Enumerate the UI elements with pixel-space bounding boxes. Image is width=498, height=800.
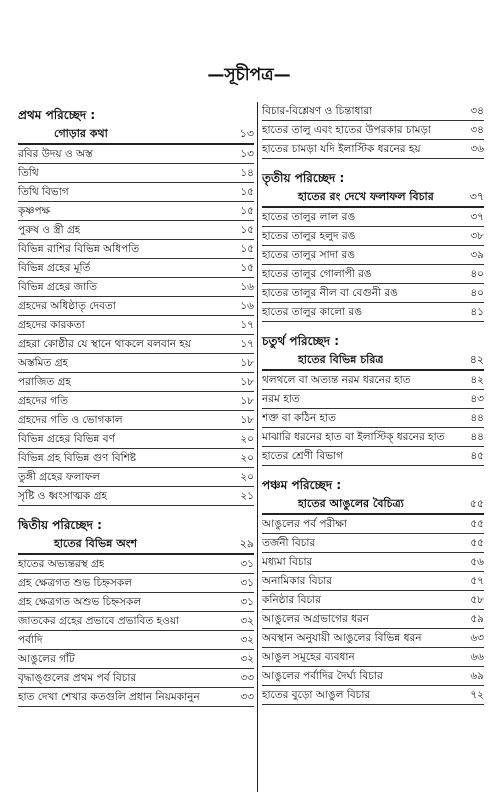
toc-row (18, 468, 254, 487)
toc-page-number: ৩১ (240, 558, 254, 570)
toc-entry-title: বৃদ্ধাঙ্গুলের প্রথম পর্ব বিচার (18, 672, 137, 684)
toc-row (18, 631, 254, 650)
toc-page-number: ৬৩ (470, 632, 484, 644)
toc-entry-title: হাতের তালুর লাল রঙ (262, 211, 356, 223)
toc-row (18, 145, 254, 164)
toc-entry-title: কৃষ্ণপক্ষ (18, 205, 51, 217)
toc-entry-title: হাতের তালুর হলুদ রঙ (262, 230, 356, 242)
toc-row (18, 392, 254, 411)
chapter-list (262, 102, 484, 159)
toc-entry-title: গোড়ার কথা (54, 127, 108, 140)
toc-entry-title: অবস্থান অনুযায়ী আঙুলের বিভিন্ন ধরন (262, 632, 422, 644)
toc-page-number: ৪৪ (470, 412, 484, 424)
toc-entry-title: হাতের বিভিন্ন চরিত্র (298, 353, 384, 366)
toc-entry-title: শক্ত বা কঠিন হাত (262, 412, 336, 424)
toc-row (262, 409, 484, 428)
page-title: —সূচীপত্র— (207, 65, 291, 85)
toc-row (18, 278, 254, 297)
chapter-list (18, 534, 254, 707)
toc-row (262, 648, 484, 667)
toc-entry-title: হাতের বিভিন্ন অংশ (54, 537, 138, 550)
toc-entry-title: হাতের তালুর কালো রঙ (262, 306, 362, 318)
toc-row (262, 102, 484, 121)
toc-subheading-row (262, 494, 484, 515)
toc-page-number: ৩৮ (470, 230, 484, 242)
toc-page-number: ৫৫ (469, 497, 484, 510)
toc-row (262, 246, 484, 265)
toc-page-number: ৩২ (240, 653, 254, 665)
chapter-heading: চতুর্থ পরিচ্ছেদ : (262, 334, 340, 348)
toc-entry-title: হাতের তালুর গোলাপী রঙ (262, 268, 372, 280)
toc-page-number: ৩৯ (470, 249, 484, 261)
toc-page-number: ২০ (240, 452, 254, 464)
toc-entry-title: তুঙ্গী গ্রহের ফলাফল (18, 471, 100, 483)
chapter-list (262, 494, 484, 705)
toc-row (18, 221, 254, 240)
toc-entry-title: হাতের তালুর সাদা রঙ (262, 249, 355, 261)
toc-entry-title: হাতের রং দেখে ফলাফল বিচার (298, 190, 434, 203)
toc-page-number: ৬৯ (470, 670, 484, 682)
toc-entry-title: মধ্যমা বিচার (262, 556, 313, 568)
toc-entry-title: বিচার-বিশ্লেষণ ও চিন্তাধারা (262, 105, 373, 117)
toc-entry-title: গ্রহরা কোষ্ঠীর যে স্থানে থাকলে বলবান হয় (18, 338, 192, 350)
toc-page-number: ২৯ (239, 537, 254, 550)
toc-row (262, 629, 484, 648)
toc-subheading-row (262, 350, 484, 371)
toc-entry-title: জাতকের গ্রহের প্রভাবে প্রভাবিত হওয়া (18, 615, 180, 627)
toc-entry-title: তিথি বিভাগ (18, 186, 69, 198)
toc-row (18, 669, 254, 688)
toc-entry-title: আঙুলের পর্বাদির দৈর্ঘ্য বিচার (262, 670, 383, 682)
toc-row (18, 202, 254, 221)
chapter-list (262, 187, 484, 322)
toc-entry-title: হাতের চামড়া যদি ইলাস্টিক ধরনের হয় (262, 143, 421, 155)
toc-row (18, 688, 254, 707)
toc-row (18, 555, 254, 574)
toc-page-number: ৩৬ (470, 143, 484, 155)
toc-row (262, 591, 484, 610)
toc-row (18, 297, 254, 316)
toc-row (262, 428, 484, 447)
toc-row (18, 411, 254, 430)
toc-row (18, 316, 254, 335)
toc-entry-title: হাতের শ্রেণী বিভাগ (262, 450, 343, 462)
toc-page-number: ৪৪ (470, 431, 484, 443)
toc-page-number: ১৫ (240, 224, 254, 236)
toc-page-number: ১৩ (239, 127, 254, 140)
toc-entry-title: হাতের অভ্যন্তরস্থ গ্রহ (18, 558, 105, 570)
toc-entry-title: রবির উদয় ও অস্ত (18, 148, 93, 160)
toc-page-number: ৩৩ (240, 672, 254, 684)
toc-row (262, 572, 484, 591)
chapter-heading: প্রথম পরিচ্ছেদ : (18, 108, 96, 122)
toc-page-number: ৩৭ (469, 190, 484, 203)
toc-page-number: ১৭ (240, 338, 254, 350)
toc-page-number: ৩৭ (470, 211, 484, 223)
chapter-heading: তৃতীয় পরিচ্ছেদ : (262, 171, 345, 185)
toc-row (262, 553, 484, 572)
toc-row (262, 265, 484, 284)
toc-page-number: ৪২ (469, 353, 484, 366)
toc-row (262, 610, 484, 629)
toc-row (262, 515, 484, 534)
toc-entry-title: হাত দেখা শেখার কতগুলি প্রধান নিয়মকানুন (18, 691, 200, 703)
toc-row (18, 574, 254, 593)
toc-entry-title: বিভিন্ন গ্রহের জাতি (18, 281, 98, 293)
toc-page-number: ৩১ (240, 577, 254, 589)
toc-page-number: ২০ (240, 433, 254, 445)
toc-page-number: ৪০ (470, 268, 484, 280)
toc-page-number: ৬৬ (470, 651, 484, 663)
toc-row (262, 121, 484, 140)
toc-entry-title: গ্রহ ক্ষেত্রগত অশুভ চিহ্নসকল (18, 596, 142, 608)
toc-row (262, 390, 484, 409)
toc-subheading-row (262, 187, 484, 208)
toc-entry-title: আঙুলের গাঁট (18, 653, 75, 665)
toc-subheading-row (18, 534, 254, 555)
toc-entry-title: হাতের আঙুলের বৈচিত্র্য (298, 497, 404, 510)
toc-row (262, 140, 484, 159)
toc-page-number: ১৫ (240, 186, 254, 198)
toc-page-number: ১৬ (240, 300, 254, 312)
toc-entry-title: অনামিকার বিচার (262, 575, 333, 587)
toc-page-number: ১৪ (240, 167, 254, 179)
toc-entry-title: হাতের তালুর নীল বা বেগুনী রঙ (262, 287, 398, 299)
toc-row (262, 227, 484, 246)
toc-row (18, 335, 254, 354)
toc-entry-title: গ্রহদের গতি (18, 395, 68, 407)
toc-page-number: ৪৩ (470, 393, 484, 405)
toc-page-number: ৫৫ (470, 518, 484, 530)
toc-row (18, 650, 254, 669)
toc-row (262, 284, 484, 303)
chapter-list (262, 350, 484, 466)
toc-page-number: ৪২ (470, 374, 484, 386)
column-divider (257, 102, 258, 792)
toc-page-number: ৩৪ (470, 105, 484, 117)
right-column (262, 102, 484, 705)
toc-row (18, 354, 254, 373)
toc-row (18, 430, 254, 449)
toc-entry-title: বিভিন্ন গ্রহ বিভিন্ন গুণ বিশিষ্ট (18, 452, 137, 464)
toc-page-number: ৩৪ (470, 124, 484, 136)
toc-row (262, 371, 484, 390)
toc-entry-title: গ্রহদের গতি ও ভোগকাল (18, 414, 123, 426)
toc-page-number: ৩২ (240, 634, 254, 646)
toc-entry-title: তর্জনী বিচার (262, 537, 316, 549)
toc-entry-title: গ্রহ ক্ষেত্রগত শুভ চিহ্নসকল (18, 577, 133, 589)
toc-page-number: ৪১ (470, 306, 484, 318)
toc-entry-title: গ্রহদের কারকতা (18, 319, 85, 331)
toc-entry-title: পুরুষ ও স্ত্রী গ্রহ (18, 224, 81, 236)
toc-entry-title: সৃষ্টি ও ধ্বংসাত্মক গ্রহ (18, 490, 107, 502)
toc-row (262, 447, 484, 466)
toc-page-number: ১৮ (240, 395, 254, 407)
toc-page-number: ৫৯ (470, 613, 484, 625)
toc-page-number: ১৫ (240, 243, 254, 255)
left-column (18, 102, 254, 707)
toc-row (262, 303, 484, 322)
toc-row (262, 667, 484, 686)
toc-entry-title: বিভিন্ন গ্রহের মূর্তি (18, 262, 91, 274)
toc-page-number: ১৮ (240, 357, 254, 369)
chapter-list (18, 124, 254, 506)
toc-page-number: ৩৩ (240, 691, 254, 703)
toc-entry-title: কনিষ্ঠার বিচার (262, 594, 321, 606)
toc-page-number: ৩২ (240, 615, 254, 627)
toc-page-number: ১৫ (240, 205, 254, 217)
toc-row (18, 164, 254, 183)
toc-entry-title: নরম হাত (262, 393, 300, 405)
toc-row (262, 534, 484, 553)
toc-entry-title: বিভিন্ন রাশির বিভিন্ন অধিপতি (18, 243, 140, 255)
toc-row (18, 259, 254, 278)
toc-page-number: ৫৭ (470, 575, 484, 587)
toc-page-number: ১৬ (240, 281, 254, 293)
toc-row (262, 686, 484, 705)
toc-entry-title: গ্রহদের অধিষ্ঠাতৃ দেবতা (18, 300, 116, 312)
chapter-heading: পঞ্চম পরিচ্ছেদ : (262, 478, 342, 492)
toc-row (18, 240, 254, 259)
toc-entry-title: হাতের বুড়ো আঙুল বিচার (262, 689, 371, 701)
toc-row (262, 208, 484, 227)
toc-entry-title: বিভিন্ন গ্রহের বিভিন্ন বর্ণ (18, 433, 115, 445)
toc-page-number: ২০ (240, 471, 254, 483)
toc-subheading-row (18, 124, 254, 145)
toc-page-number: ৫৮ (470, 594, 484, 606)
toc-entry-title: মাঝারি ধরনের হাত বা ইলাস্টিক্ ধরনের হাত (262, 431, 445, 443)
toc-page-number: ১৮ (240, 376, 254, 388)
toc-page-number: ৫৫ (470, 537, 484, 549)
toc-entry-title: আঙুল সমূহের ব্যবধান (262, 651, 355, 663)
toc-row (18, 183, 254, 202)
toc-page-number: ১৭ (240, 319, 254, 331)
toc-row (18, 612, 254, 631)
toc-row (18, 593, 254, 612)
toc-entry-title: তিথি (18, 167, 39, 179)
toc-page-number: ২১ (240, 490, 254, 502)
toc-entry-title: থলথলে বা অত্যন্ত নরম ধরনের হাত (262, 374, 411, 386)
toc-page-number: ৪০ (470, 287, 484, 299)
toc-page-number: ১৫ (240, 262, 254, 274)
toc-page-number: ৭২ (470, 689, 484, 701)
toc-entry-title: আঙুলের পর্ব পরীক্ষা (262, 518, 347, 530)
toc-entry-title: আঙুলের অগ্রভাগের ধরন (262, 613, 370, 625)
toc-entry-title: পরাজিত গ্রহ (18, 376, 71, 388)
toc-entry-title: হাতের তালু এবং হাতের উপরকার চামড়া (262, 124, 431, 136)
toc-row (18, 487, 254, 506)
toc-page-number: ১৩ (240, 148, 254, 160)
toc-page-number: ৩১ (240, 596, 254, 608)
toc-page-number: ৫৬ (470, 556, 484, 568)
toc-entry-title: অস্তমিত গ্রহ (18, 357, 69, 369)
toc-page-number: ৪৫ (470, 450, 484, 462)
chapter-heading: দ্বিতীয় পরিচ্ছেদ : (18, 518, 102, 532)
toc-row (18, 373, 254, 392)
toc-page-number: ১৮ (240, 414, 254, 426)
toc-entry-title: পর্বাদি (18, 634, 43, 646)
toc-row (18, 449, 254, 468)
